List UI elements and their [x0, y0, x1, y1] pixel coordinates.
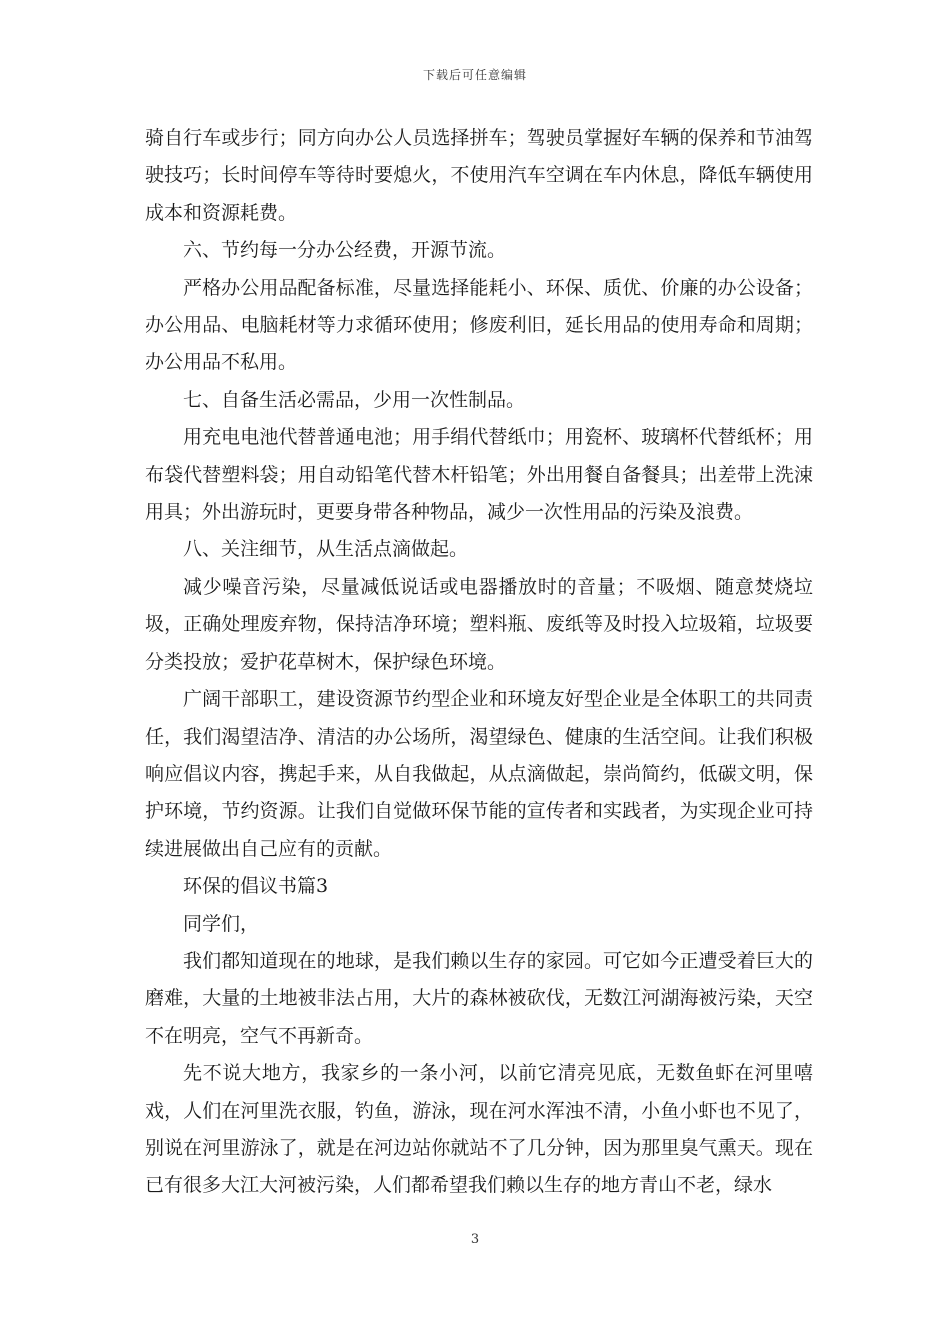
article-title: 环保的倡议书篇3 — [183, 875, 329, 898]
document-body — [145, 120, 813, 1205]
paragraph: 广阔干部职工，建设资源节约型企业和环境友好型企业是全体职工的共同责任，我们渴望洁净、清洁的办公场所，渴望绿色、健康的生活空间。让我们积极响应倡议内容，携起手来，从自我做起，从点滴做起，崇尚简约，低碳文明，保护环境，节约资源。让我们自觉做环保节能的宣传者和实践者，为实现企业可持续进展做出自己应有的贡献。 — [145, 688, 813, 860]
section-heading: 六、节约每一分办公经费，开源节流。 — [183, 239, 507, 262]
section-heading: 八、关注细节，从生活点滴做起。 — [183, 538, 469, 561]
page-header: 下载后可任意编辑 — [422, 68, 527, 82]
paragraph: 严格办公用品配备标准，尽量选择能耗小、环保、质优、价廉的办公设备；办公用品、电脑耗材等力求循环使用；修废利旧，延长用品的使用寿命和周期；办公用品不私用。 — [145, 276, 813, 374]
salutation: 同学们， — [183, 912, 260, 935]
paragraph: 骑自行车或步行；同方向办公人员选择拼车；驾驶员掌握好车辆的保养和节油驾驶技巧；长时间停车等待时要熄火，不使用汽车空调在车内休息，降低车辆使用成本和资源耗费。 — [145, 127, 813, 224]
paragraph: 减少噪音污染，尽量减低说话或电器播放时的音量；不吸烟、随意焚烧垃圾，正确处理废弃物，保持洁净环境；塑料瓶、废纸等及时投入垃圾箱，垃圾要分类投放；爱护花草树木，保护绿色环境。 — [145, 575, 813, 673]
paragraph: 我们都知道现在的地球，是我们赖以生存的家园。可它如今正遭受着巨大的磨难，大量的土地被非法占用，大片的森林被砍伐，无数江河湖海被污染，天空不在明亮，空气不再新奇。 — [145, 949, 813, 1047]
paragraph: 先不说大地方，我家乡的一条小河，以前它清亮见底，无数鱼虾在河里嘻戏，人们在河里洗衣服，钓鱼，游泳，现在河水浑浊不清，小鱼小虾也不见了，别说在河里游泳了，就是在河边站你就站不了几分钟，因为那里臭气熏天。现在已有很多大江大河被污染，人们都希望我们赖以生存的地方青山不老，绿水 — [145, 1062, 813, 1197]
page-number: 3 — [470, 1232, 480, 1247]
paragraph: 用充电电池代替普通电池；用手绢代替纸巾；用瓷杯、玻璃杯代替纸杯；用布袋代替塑料袋；用自动铅笔代替木杆铅笔；外出用餐自备餐具；出差带上洗涑用具；外出游玩时，更要身带各种物品，减少一次性用品的污染及浪费。 — [145, 426, 813, 524]
section-heading: 七、自备生活必需品，少用一次性制品。 — [183, 388, 526, 411]
